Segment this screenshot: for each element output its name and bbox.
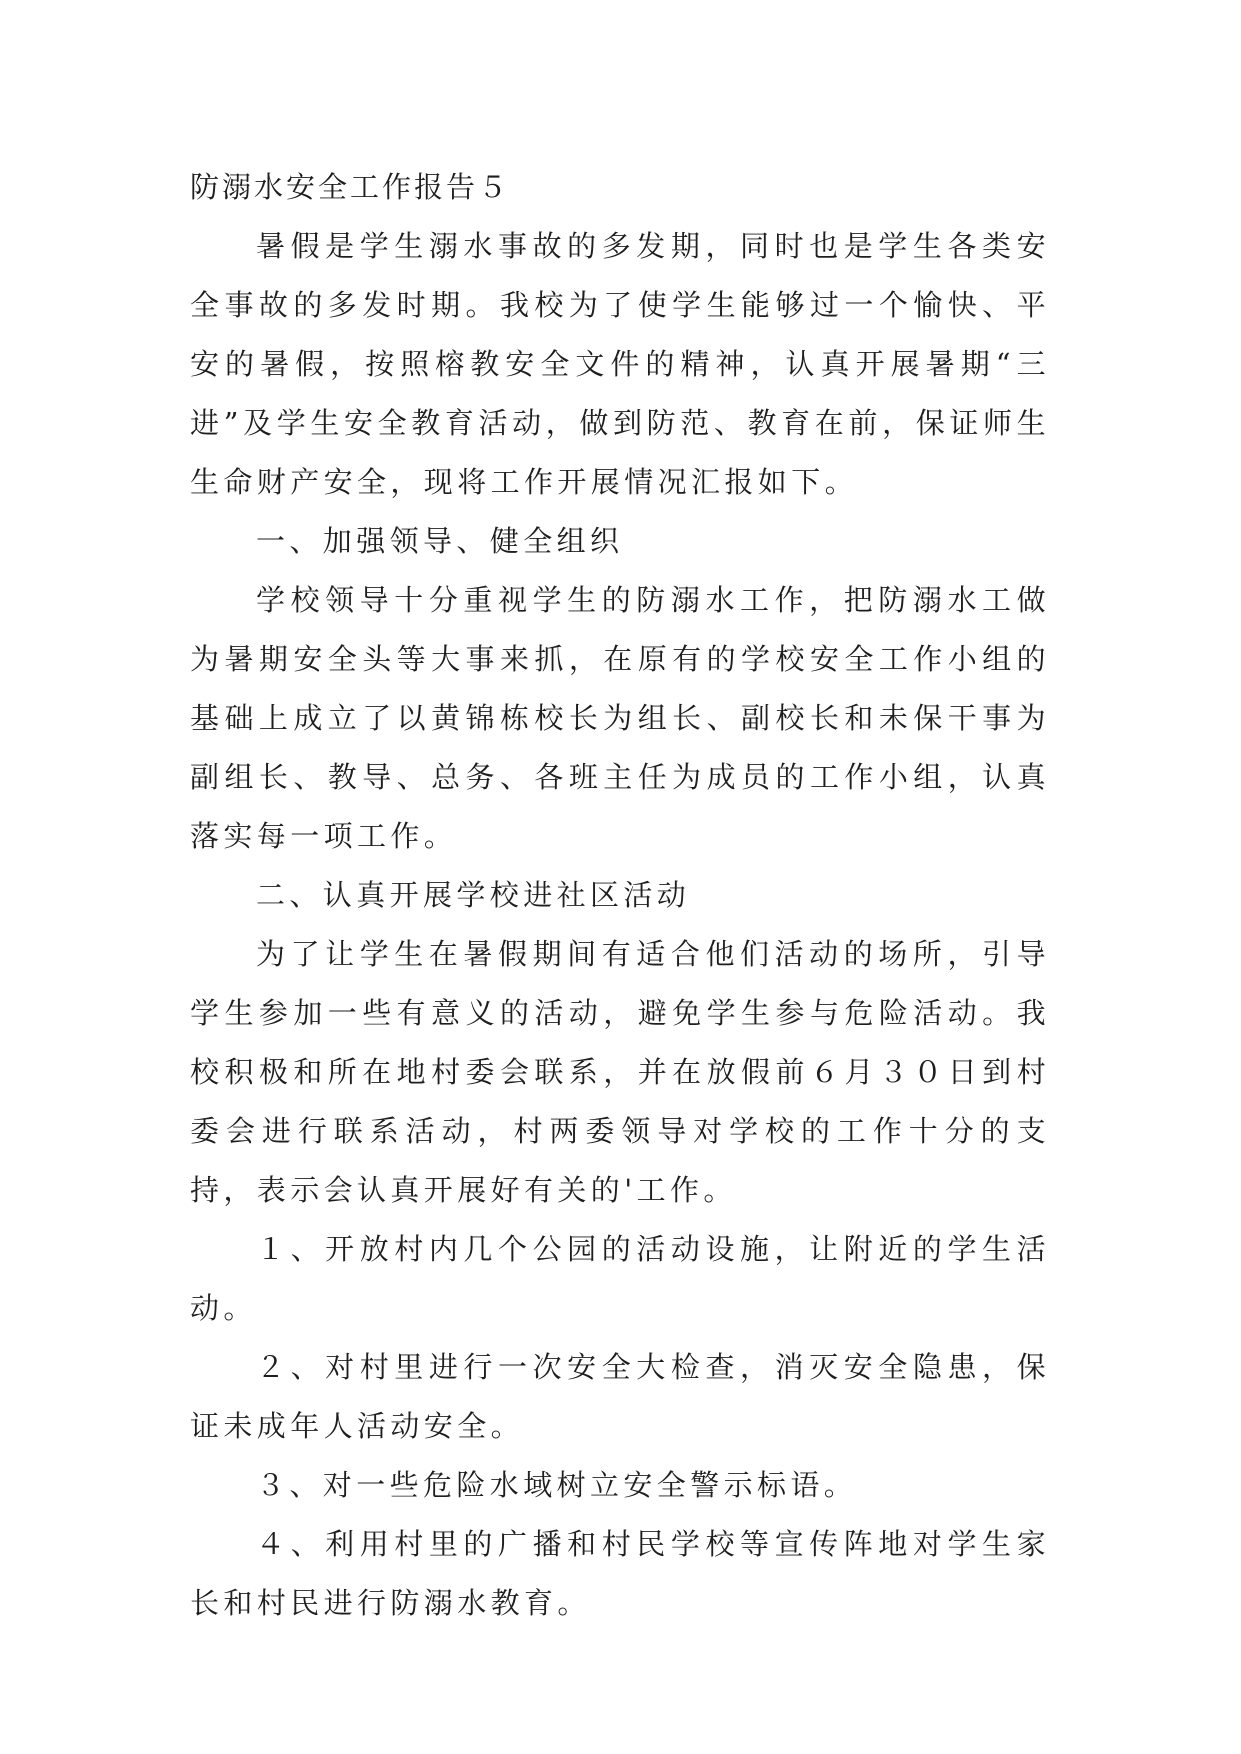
document-body: [190, 158, 1050, 1633]
list-item-3: ３、对一些危险水域树立安全警示标语。: [256, 1468, 858, 1502]
document-title: 防溺水安全工作报告５: [190, 170, 511, 204]
section-heading-1: 一、加强领导、健全组织: [256, 524, 624, 558]
list-item-1: １、开放村内几个公园的活动设施，让附近的学生活动。: [190, 1232, 1050, 1325]
list-item-2: ２、对村里进行一次安全大检查，消灭安全隐患，保证未成年人活动安全。: [190, 1350, 1050, 1443]
section-1-paragraph: 学校领导十分重视学生的防溺水工作，把防溺水工做为暑期安全头等大事来抓，在原有的学校安全工作小组的基础上成立了以黄锦栋校长为组长、副校长和未保干事为副组长、教导、总务、各班主任为成员的工作小组，认真落实每一项工作。: [190, 583, 1050, 853]
section-2-paragraph: 为了让学生在暑假期间有适合他们活动的场所，引导学生参加一些有意义的活动，避免学生参与危险活动。我校积极和所在地村委会联系，并在放假前６月３０日到村委会进行联系活动，村两委领导对学校的工作十分的支持，表示会认真开展好有关的'工作。: [190, 937, 1050, 1207]
section-heading-2: 二、认真开展学校进社区活动: [256, 878, 691, 912]
intro-paragraph: 暑假是学生溺水事故的多发期，同时也是学生各类安全事故的多发时期。我校为了使学生能够过一个愉快、平安的暑假，按照榕教安全文件的精神，认真开展暑期“三进”及学生安全教育活动，做到防范、教育在前，保证师生生命财产安全，现将工作开展情况汇报如下。: [190, 229, 1050, 499]
list-item-4: ４、利用村里的广播和村民学校等宣传阵地对学生家长和村民进行防溺水教育。: [190, 1527, 1050, 1620]
